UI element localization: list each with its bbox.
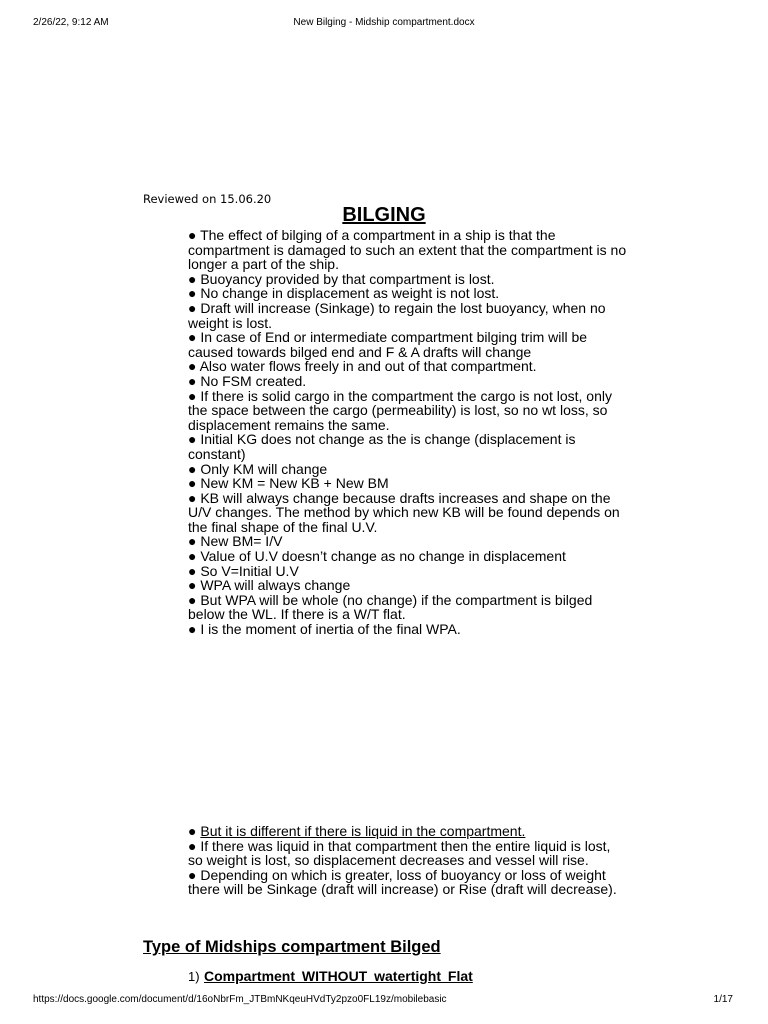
bullet-item: ● If there was liquid in that compartment then the entire liquid is lost, so weight is lost, so displacement decreases and vessel will rise. — [188, 837, 611, 869]
print-url: https://docs.google.com/document/d/16oNbrFm_JTBmNKqeuHVdTy2pzo0FL19z/mobilebasic — [33, 994, 447, 1005]
bullet-item: ● Initial KG does not change as the is change (displacement is constant) — [188, 431, 576, 462]
bullet-item: ● But WPA will be whole (no change) if the compartment is bilged below the WL. If there is a W/T flat. — [188, 591, 593, 623]
bullet-item: ● I is the moment of inertia of the final WPA. — [188, 621, 461, 638]
bullet-item: ● If there is solid cargo in the compartment the cargo is not lost, only the space between the cargo (permeability) is lost, so no wt loss, so displacement remains the same. — [188, 387, 612, 433]
bullet-item: ● Only KM will change — [188, 460, 328, 477]
bullet-marker: ● — [188, 823, 201, 839]
print-document-title: New Bilging - Midship compartment.docx — [293, 17, 475, 28]
page-number: 1/17 — [713, 994, 733, 1005]
bullet-item: ● The effect of bilging of a compartment in a ship is that the compartment is damaged to such an extent that the compartment is no longer a part of the ship. — [188, 227, 627, 273]
bullet-item: ● In case of End or intermediate compartment bilging trim will be caused towards bilged end and F & A drafts will change — [188, 329, 588, 360]
print-datetime: 2/26/22, 9:12 AM — [33, 17, 109, 28]
bullet-item: ● Buoyancy provided by that compartment is lost. — [188, 270, 495, 287]
bullet-item: ● KB will always change because drafts increases and shape on the U/V changes. The method by which new KB will be found depends on the final shape of the final U.V. — [188, 489, 620, 535]
section-heading: Type of Midships compartment Bilged — [143, 938, 441, 956]
subsection-title: Compartment WITHOUT watertight Flat — [204, 968, 473, 984]
subsection-number: 1) — [188, 969, 200, 984]
bullet-item: ● So V=Initial U.V — [188, 562, 299, 579]
bullet-item: ● No change in displacement as weight is not lost. — [188, 285, 500, 302]
bullet-list-main — [188, 228, 628, 637]
subsection-heading — [188, 968, 473, 986]
bullet-item: ● Also water flows freely in and out of that compartment. — [188, 358, 537, 375]
document-heading: BILGING — [342, 204, 426, 226]
bullet-item: ● Value of U.V doesn’t change as no change in displacement — [188, 548, 566, 565]
underlined-bullet-text: But it is different if there is liquid in the compartment. — [200, 823, 526, 839]
bullet-list-liquid — [188, 824, 628, 897]
bullet-item-liquid-intro — [188, 824, 628, 839]
bullet-item: ● WPA will always change — [188, 577, 351, 594]
bullet-item: ● New BM= I/V — [188, 533, 283, 550]
bullet-item: ● New KM = New KB + New BM — [188, 475, 389, 492]
bullet-item: ● Depending on which is greater, loss of buoyancy or loss of weight there will be Sinkage (draft will increase) or Rise (draft will decrease). — [188, 866, 617, 898]
bullet-item: ● Draft will increase (Sinkage) to regain the lost buoyancy, when no weight is lost. — [188, 299, 606, 331]
bullet-item: ● No FSM created. — [188, 372, 307, 389]
reviewed-note: Reviewed on 15.06.20 — [143, 192, 272, 206]
